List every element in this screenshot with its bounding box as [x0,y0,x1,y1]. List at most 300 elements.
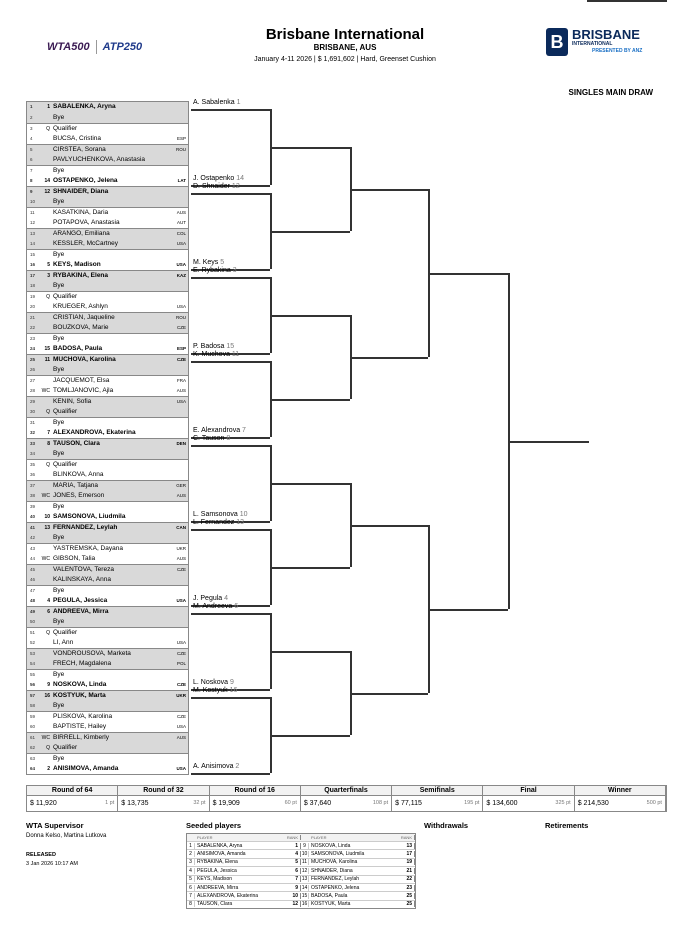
prize-money: $ 214,530 [577,800,609,807]
draw-player-name: CRISTIAN, Jaqueline [53,313,115,321]
draw-number: 64 [30,765,36,771]
round2-line [191,773,270,775]
seeded-cell [301,859,415,865]
draw-player-name: Bye [53,502,65,510]
draw-number: 61 [30,734,36,740]
draw-number: 58 [30,702,36,708]
draw-number: 7 [30,167,33,173]
draw-number: 12 [30,219,36,225]
draw-player-name: YASTREMSKA, Dayana [53,544,123,552]
draw-nationality: ESP [176,135,186,141]
draw-number: 51 [30,629,36,635]
seed-number: 12 [301,867,308,874]
draw-seed: 8 [47,440,50,447]
seed-number: 2 [187,851,195,857]
seed-player: KEYS, Madison [197,876,233,883]
draw-seed: 11 [44,356,50,363]
draw-number: 34 [30,450,36,456]
round2-seed: 14 [236,174,244,182]
seeded-players-table [186,833,416,909]
draw-number: 49 [30,608,36,614]
draw-player-name: PLISKOVA, Karolina [53,712,113,720]
brisbane-logo-icon: B [546,28,568,56]
retirements-heading: Retirements [545,821,589,830]
draw-player-name: Bye [53,365,65,373]
seed-rank: 13 [406,842,412,849]
draw-player-name: BOUZKOVA, Marie [53,323,109,331]
draw-player-name: JONES, Emerson [53,491,105,499]
draw-player-name: JACQUEMOT, Elsa [53,376,110,384]
seed-rank: 25 [406,901,412,908]
prize-money: $ 19,909 [212,800,240,807]
seeded-row [187,883,415,891]
seed-rank: 25 [406,893,412,900]
draw-player-name: VALENTOVA, Tereza [53,565,114,573]
round2-seed: 4 [224,594,229,602]
seed-rank: 12 [292,901,298,908]
draw-nationality: CZE [177,681,186,687]
draw-seed: Q [46,629,50,636]
seed-number: 13 [301,876,308,883]
draw-nationality: USA [176,765,186,771]
draw-seed: 16 [44,692,50,699]
draw-player-name: MUCHOVA, Karolina [53,355,116,363]
seed-player: NOSKOVA, Linda [311,842,351,849]
draw-player-name: TOMLJANOVIC, Ajla [53,386,114,394]
bracket-line [270,735,350,737]
draw-nationality: USA [176,398,186,404]
draw-number: 22 [30,324,36,330]
seed-number: 7 [187,893,195,899]
seeded-cell [187,868,301,874]
seed-number: 10 [301,851,308,858]
round2-player [193,183,240,190]
round2-name: C. Tauson [193,435,225,442]
brand-sub: INTERNATIONAL [572,41,613,47]
draw-seed: 2 [47,765,50,772]
draw-nationality: CZE [177,566,186,572]
draw-nationality: CZE [177,356,186,362]
round2-seed: 11 [231,351,240,358]
draw-number: 28 [30,387,36,393]
draw-nationality: CAN [176,524,186,530]
draw-number: 25 [30,356,36,362]
prize-money: $ 11,920 [30,800,57,807]
rank-col-header: RANK [400,835,412,840]
draw-number: 44 [30,555,36,561]
draw-number: 6 [30,156,33,162]
draw-player-name: KALINSKAYA, Anna [53,575,111,583]
draw-nationality: AUS [176,492,186,498]
draw-player-name: FERNANDEZ, Leylah [53,523,118,531]
bracket-line [270,147,350,149]
wta-logo: WTA500 [47,41,90,53]
draw-nationality: AUS [176,734,186,740]
draw-nationality: USA [176,240,186,246]
round2-player [193,343,234,350]
round2-name: E. Alexandrova [193,426,241,434]
supervisor-heading: WTA Supervisor [26,821,84,830]
draw-player-name: Qualifier [53,743,78,751]
round2-seed: 16 [229,687,238,694]
prize-money: $ 13,735 [121,800,149,807]
draw-number: 4 [30,135,33,141]
draw-player-name: BIRRELL, Kimberly [53,733,109,741]
draw-player-name: Qualifier [53,628,78,636]
draw-number: 20 [30,303,36,309]
draw-number: 39 [30,503,36,509]
seed-player: SHNAIDER, Diana [311,867,353,874]
draw-player-name: OSTAPENKO, Jelena [53,176,118,184]
seeded-row [187,841,415,849]
seeded-row [187,858,415,866]
round2-player [193,435,230,442]
draw-number: 33 [30,440,36,446]
draw-player-name: BAPTISTE, Hailey [53,722,107,730]
seed-number: 4 [187,868,195,874]
draw-player-name: Bye [53,754,65,762]
draw-number: 9 [30,188,33,194]
round2-seed: 8 [226,435,231,442]
player-col-header: PLAYER [311,835,327,840]
draw-number: 26 [30,366,36,372]
draw-seed: 7 [47,429,50,436]
draw-number: 17 [30,272,36,278]
draw-player-name: CIRSTEA, Sorana [53,145,106,153]
draw-player-name: KRUEGER, Ashlyn [53,302,108,310]
draw-nationality: POL [176,660,186,666]
draw-number: 48 [30,597,36,603]
draw-number: 8 [30,177,33,183]
seed-player: TAUSON, Clara [197,901,233,908]
draw-number: 38 [30,492,36,498]
bracket-line [428,273,508,275]
round2-player [193,595,228,602]
brand-sponsor: PRESENTED BY ANZ [592,48,643,54]
draw-player-name: SAMSONOVA, Liudmila [53,512,126,520]
prize-cell [27,795,118,811]
draw-number: 55 [30,671,36,677]
round2-line [191,445,270,447]
round2-line [191,697,270,699]
draw-nationality: CZE [177,650,186,656]
draw-player-name: MARIA, Tatjana [53,481,99,489]
seeded-cell [187,851,301,857]
seeded-row [187,866,415,874]
draw-number: 21 [30,314,36,320]
draw-seed: WC [41,555,50,562]
prize-cell [118,795,209,811]
bracket-line [270,567,350,569]
seed-rank: 23 [406,884,412,891]
draw-nationality: ESP [176,345,186,351]
draw-nationality: CZE [177,324,186,330]
draw-player-name: ARANGO, Emiliana [53,229,110,237]
round2-seed: 7 [242,426,246,434]
draw-seed: 9 [47,681,50,688]
draw-nationality: AUS [176,387,186,393]
prize-points: 325 pt [555,800,571,806]
draw-player-name: Bye [53,250,65,258]
bracket-line [270,315,350,317]
bracket-line [350,693,428,695]
prize-money: $ 134,600 [486,800,518,807]
draw-player-name: Bye [53,197,65,205]
draw-seed: 13 [44,524,50,531]
bracket-line [270,483,350,485]
seed-rank: 17 [406,851,412,858]
seed-number: 14 [301,884,308,891]
draw-player-name: ALEXANDROVA, Ekaterina [53,428,136,436]
prize-cell [210,795,301,811]
draw-number: 43 [30,545,36,551]
seed-number: 16 [301,901,308,908]
draw-player-name: SABALENKA, Aryna [53,103,116,110]
bracket-line [270,399,350,401]
seed-rank: 7 [295,876,298,883]
player-col-header: PLAYER [197,835,213,840]
bracket-line [428,609,508,611]
prize-round-header: Round of 32 [118,786,209,795]
draw-player-name: RYBAKINA, Elena [53,271,109,279]
seed-player: OSTAPENKO, Jelena [311,884,360,891]
draw-player-name: FRECH, Magdalena [53,659,112,667]
seed-player: SAMSONOVA, Liudmila [311,851,365,858]
draw-seed: 12 [44,188,50,195]
draw-number: 52 [30,639,36,645]
prize-points: 195 pt [464,800,480,806]
draw-seed: 3 [47,272,50,279]
draw-player-name: ANDREEVA, Mirra [53,607,109,615]
draw-seed: Q [46,461,50,468]
draw-seed: 4 [47,597,50,604]
draw-number: 63 [30,755,36,761]
bracket-line [270,651,350,653]
round2-name: M. Keys [193,258,219,266]
round2-player [193,99,241,106]
draw-player-name: Bye [53,701,65,709]
draw-number: 18 [30,282,36,288]
draw-player-name: Bye [53,281,65,289]
seed-rank: 1 [295,842,298,849]
seed-rank: 19 [406,859,412,866]
draw-seed: 10 [44,513,50,520]
draw-seed: WC [41,387,50,394]
round2-line [191,109,270,111]
round2-name: J. Ostapenko [193,174,235,182]
draw-number: 19 [30,293,36,299]
draw-seed: WC [41,734,50,741]
round2-seed: 10 [239,510,248,518]
seed-player: SABALENKA, Aryna [197,842,243,849]
draw-number: 62 [30,744,36,750]
draw-number: 60 [30,723,36,729]
draw-player-name: NOSKOVA, Linda [53,680,107,688]
seed-player: ALEXANDROVA, Ekaterina [197,893,259,900]
round2-player [193,427,246,434]
draw-player-name: BLINKOVA, Anna [53,470,104,478]
atp-logo: ATP250 [102,41,143,53]
round2-line [191,529,270,531]
draw-nationality: ROU [176,314,186,320]
round2-player [193,687,237,694]
seeded-cell [301,901,415,907]
draw-number: 24 [30,345,36,351]
draw-nationality: UKR [176,692,186,698]
round2-seed: 9 [229,678,234,686]
seeded-row [187,891,415,899]
round2-player [193,351,239,358]
draw-number: 3 [30,125,33,131]
seeded-cell [301,893,415,899]
draw-number: 47 [30,587,36,593]
draw-number: 54 [30,660,36,666]
draw-nationality: USA [176,261,186,267]
draw-number: 5 [30,146,33,152]
seeded-row [187,849,415,857]
draw-number: 31 [30,419,36,425]
round2-seed: 12 [231,183,240,190]
draw-player-name: ANISIMOVA, Amanda [53,764,119,772]
prize-round-header: Round of 16 [210,786,301,795]
draw-player-name: Qualifier [53,124,78,132]
prize-money-table [26,785,667,812]
draw-nationality: USA [176,723,186,729]
seeded-cell [187,859,301,865]
draw-seed: Q [46,408,50,415]
seed-rank: 21 [406,867,412,874]
bracket-line [587,0,667,2]
bracket-line [350,189,428,191]
seed-number: 9 [301,843,309,849]
seed-number: 8 [187,901,195,907]
bracket-line [270,231,350,233]
draw-player-name: Bye [53,586,65,594]
round2-player [193,267,237,274]
round2-seed: 5 [220,258,225,266]
draw-player-name: SHNAIDER, Diana [53,187,109,195]
draw-player-name: PAVLYUCHENKOVA, Anastasia [53,155,145,163]
round2-player [193,175,244,182]
draw-nationality: AUT [177,219,186,225]
draw-number: 36 [30,471,36,477]
seeded-cell [187,901,301,907]
prize-money: $ 77,115 [395,800,422,807]
draw-number: 11 [30,209,35,215]
round2-player [193,259,224,266]
draw-seed: 15 [44,345,50,352]
round2-seed: 15 [226,342,235,350]
seeded-row [187,875,415,883]
draw-number: 10 [30,198,36,204]
seed-player: MUCHOVA, Karolina [311,859,358,866]
prize-cell [392,795,483,811]
draw-number: 1 [30,104,33,109]
round2-line [191,193,270,195]
released-heading: RELEASED [26,852,56,858]
draw-player-name: KASATKINA, Daria [53,208,109,216]
round2-name: K. Muchova [193,351,230,358]
draw-player-name: Bye [53,670,65,678]
round2-player [193,763,239,770]
draw-player-name: Bye [53,334,65,342]
draw-seed: 6 [47,608,50,615]
round2-name: L. Samsonova [193,510,238,518]
draw-player-name: Bye [53,418,65,426]
brand-name: BRISBANE [572,27,640,42]
seed-rank: 10 [292,893,298,900]
draw-nationality: KAZ [176,272,186,278]
draw-player-name: KEYS, Madison [53,260,101,268]
seed-number: 5 [187,876,195,882]
draw-player-name: Qualifier [53,407,78,415]
draw-nationality: USA [176,639,186,645]
prize-round-header: Winner [575,786,666,795]
prize-points: 1 pt [105,800,115,806]
draw-player-name: Qualifier [53,460,78,468]
round2-name: L. Noskova [193,678,229,686]
seeded-cell [301,876,415,882]
seed-rank: 22 [406,876,412,883]
draw-seed: 14 [44,177,50,184]
draw-number: 45 [30,566,36,572]
draw-seed: Q [46,125,50,132]
seeded-heading: Seeded players [186,821,242,830]
draw-player-name: VONDROUSOVA, Marketa [53,649,131,657]
seeded-cell [187,843,301,849]
seed-number: 11 [301,859,308,866]
draw-player-name: KESSLER, McCartney [53,239,119,247]
prize-points: 108 pt [372,800,389,806]
round2-name: M. Andreeva [193,603,233,610]
seed-rank: 5 [295,859,298,866]
seed-player: PEGULA, Jessica [197,867,237,874]
draw-nationality: LAT [177,177,186,183]
draw-player-name: Bye [53,113,65,121]
draw-nationality: GER [176,482,186,488]
seed-number: 6 [187,885,195,891]
draw-title: SINGLES MAIN DRAW [568,88,653,97]
round2-seed: 1 [236,99,241,106]
seed-player: ANISIMOVA, Amanda [197,851,246,858]
draw-number: 42 [30,534,36,540]
draw-player-name: LI, Ann [53,638,74,646]
draw-number: 46 [30,576,36,582]
seeded-cell [301,868,415,874]
tournament-info: January 4-11 2026 | $ 1,691,602 | Hard, Greenset Cushion [254,56,436,63]
draw-nationality: DEN [176,440,186,446]
draw-number: 40 [30,513,36,519]
seed-player: BADOSA, Paula [311,893,348,900]
draw-nationality: USA [176,597,186,603]
seeded-row [187,900,415,908]
draw-number: 59 [30,713,36,719]
prize-round-header: Semifinals [392,786,483,795]
draw-number: 29 [30,398,36,404]
seeded-cell [187,885,301,891]
round2-name: M. Kostyuk [193,687,228,694]
draw-number: 37 [30,482,36,488]
prize-points: 500 pt [646,800,662,806]
round2-name: A. Anisimova [193,762,234,770]
seeded-cell [301,885,415,891]
prize-points: 60 pt [284,800,297,806]
draw-seed: WC [41,492,50,499]
prize-cell [301,795,392,811]
draw-number: 13 [30,230,36,236]
seed-player: KOSTYUK, Marta [311,901,351,908]
draw-player-name: BADOSA, Paula [53,344,103,352]
